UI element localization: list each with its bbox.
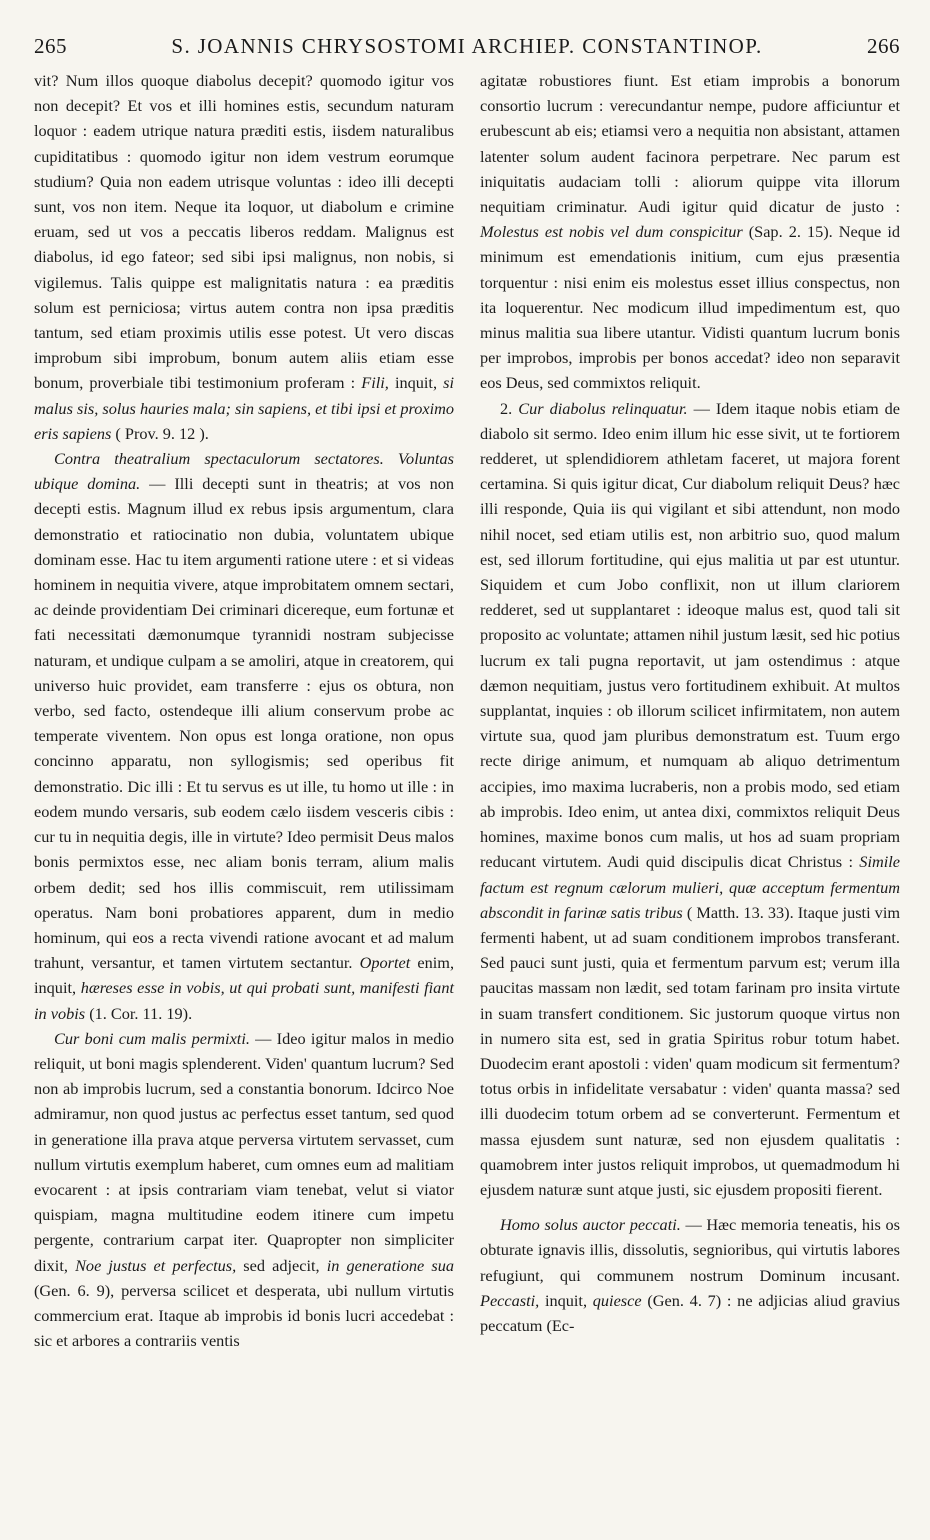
quote: Simile factum est regnum cælorum mulieri, quæ acceptum fermentum abscondit in farinæ satis tribus: [480, 852, 900, 922]
text: enim, inquit,: [34, 953, 455, 998]
citation: (Gen. 6. 9),: [34, 1280, 115, 1300]
text: perversa scilicet et desperata, ubi nullum virtutis commercium erat. Itaque ab improbis id bonis lucri accedebat : sic et arbores a contrariis ventis: [34, 1280, 455, 1351]
text: inquit,: [394, 373, 438, 393]
paragraph: [480, 1212, 900, 1338]
page-number-left: 265: [34, 34, 67, 58]
paragraph: [34, 68, 454, 446]
citation: (Sap. 2. 15).: [748, 222, 833, 242]
running-header: [34, 34, 900, 68]
quote: Molestus est nobis vel dum conspicitur: [480, 222, 743, 242]
running-title: S. JOANNIS CHRYSOSTOMI ARCHIEP. CONSTANTINOP.: [171, 34, 763, 58]
citation: ( Matth. 13. 33).: [686, 902, 794, 922]
page-number-right: 266: [867, 34, 900, 58]
quote: quiesce: [592, 1290, 642, 1310]
left-column: [34, 68, 454, 1353]
quote: in generatione sua: [326, 1255, 454, 1275]
text: — Ideo igitur malos in medio reliquit, ut boni magis splenderent. Viden' quantum lucrum? Sed non ab improbis lucrum, sed a constantia bonorum. Idcirco Noe admiramur, non quod justus ac perfectus esset tantum, sed quod in generatione illa prava atque perversa virtutem servasset, cum nullum virtutis exemplum haberet, cum omnes eum ad malitiam evocarent : at ipsis contrariam viam tenebat, velut si viator quispiam, magna multitudine eodem itinere cum impetu pergente, contrarium carpat iter. Quapropter non simpliciter dixit,: [34, 1028, 455, 1275]
quote: hæreses esse in vobis, ut qui probati sunt, manifesti fiant in vobis: [34, 978, 454, 1023]
citation: (Gen. 4. 7): [647, 1290, 722, 1310]
text-columns: [34, 68, 900, 1353]
quote: Peccasti,: [480, 1290, 540, 1310]
text: Neque id minimum est emendationis initium, cum ejus præsentia torquentur : nisi enim eis molestus esset illius conspectus, non ita loquerentur. Nec modicum illud impedimentum est, quo minus malitia sua libere utantur. Vidisti quantum lucrum bonis per improbos, improbis per bonos accedat? ideo non separavit eos Deus, sed commixtos reliquit.: [480, 222, 901, 393]
text: sed adjecit,: [243, 1255, 320, 1275]
text: agitatæ robustiores fiunt. Est etiam improbis a bonorum consortio lucrum : verecundantur nempe, pudore afficiuntur et erubescunt ab eis; etiamsi vero a nequitia non absistant, attamen latenter solum audent facinora perpetrare. Nec parum est iniquitatis audaciam tolli : aliorum quippe vita illorum nequitiam criminatur. Audi igitur quid dicatur de justo :: [480, 71, 900, 217]
quote: Fili,: [361, 373, 389, 393]
section-heading: Cur diabolus relinquatur.: [518, 398, 688, 418]
text: — Idem itaque nobis etiam de diabolo sit sermo. Ideo enim illum hic esse sivit, ut te fortiorem redderet, ut splendidiorem athletam faceret, ut majora forent certamina. Si quis igitur dicat, Cur diabolum reliquit Deus? hæc illi responde, Quia iis qui vigilant et sibi attendunt, non modo nihil nocet, sed etiam utilis est, non arbitrio suo, quod malum est, sed illorum fortitudine, qui ejus malitia ut par est utuntur. Siquidem et cum Jobo conflixit, non ut illum clariorem redderet, sed ut supplantaret : ideoque malus est, quod tali sit proposito ac voluntate; attamen nihil justum læsit, sed hic potius lucrum ex tali pugna reportavit, ut jam ostendimus : atque dæmon nequitiam, justus vero fortitudinem exhibuit. At multos supplantat, inquies : ob illorum scilicet infirmitatem, non autem virtute sua, quod jam pluribus demonstratum est. Tuum ergo recte dirige animum, et numquam ab aliquo detrimentum accipies, imo maxima lucraberis, non a probis modo, sed etiam ab improbis. Ideo enim, ut antea dixi, commixtos reliquit Deus homines, maxime bonos cum malis, ut hos ad suam propriam reducant virtutem. Audi quid discipulis dicat Christus :: [480, 398, 900, 872]
paragraph: [480, 396, 900, 1203]
quote: si malus sis, solus hauries mala; sin sapiens, et tibi ipsi et proximo eris sapiens: [34, 373, 454, 443]
quote: Noe justus et perfectus,: [75, 1255, 237, 1275]
text: Itaque justi vim fermenti habent, ut ad suam conditionem improbos transferant. Sed pauci sunt justi, quia et fermentum parvum est; verum illa paucitas massam non lædit, sed totam farinam pro insita virtute in suam transfert conditionem. Sic justorum quoque virtus non in numero sita est, sed in gratia Spiritus robur totum habet. Duodecim erant apostoli : viden' quam modicum sit fermentum? totus orbis in infidelitate versabatur : viden' quanta massa? sed illi duodecim totum orbem ad se converterunt. Fermentum et massa ejusdem sunt naturæ, sed non ejusdem qualitatis : quamobrem inter justos reliquit improbos, ut quemadmodum hi ejusdem naturæ sunt atque justi, sic ejusdem propositi fierent.: [480, 902, 901, 1199]
text: vit? Num illos quoque diabolus decepit? quomodo igitur vos non decepit? Et vos et illi homines estis, secundum naturam loquor : eadem utrique natura præditi estis, iisdem naturalibus cupiditatibus : quomodo igitur non idem vestrum eorumque studium? Quia non eadem utrisque voluntas : ideo illi decepti sunt, vos non item. Neque ita loquor, ut diabolum e crimine eruam, sed ut vos a peccatis liberos reddam. Malignus est diabolus, id ego fateor; sed sibi ipsi malignus, non nobis, si vigilemus. Talis quippe est malignitatis natura : ea præditis solum est perniciosa; virtus autem contra non ipsa præditis tantum, sed etiam proximis utilis esse potest. Ut vero discas improbum sibi improbum, bonum autem aliis etiam esse bonum, proverbiale tibi testimonium proferam :: [34, 71, 454, 393]
section-heading: Cur boni cum malis permixti.: [54, 1028, 250, 1048]
quote: Oportet: [359, 953, 411, 973]
citation: ( Prov. 9. 12 ).: [115, 423, 209, 443]
citation: (1. Cor. 11. 19).: [89, 1003, 193, 1023]
section-number: 2.: [500, 398, 513, 418]
right-column: [480, 68, 900, 1353]
paragraph: [34, 1026, 454, 1354]
text: : ne adjicias aliud gravius peccatum (Ec-: [480, 1290, 900, 1335]
text: inquit,: [544, 1290, 588, 1310]
section-heading: Homo solus auctor peccati.: [500, 1215, 681, 1235]
section-heading: Contra theatralium spectaculorum sectatores. Voluntas ubique domina.: [34, 449, 454, 494]
text: — Illi decepti sunt in theatris; at vos non decepti estis. Magnum illud ex rebus ipsis argumentum, clara demonstratio et ratiocinatio non dubia, voluntatem ubique dominam esse. Hac tu item argumenti ratione utere : et si videas hominem in nequitia vivere, atque improbitatem omnem sectari, ac deinde providentiam Dei criminari dicereque, eum fortunæ et fati necessitati dæmonumque tyrannidi nostram subjecisse naturam, et undique culpam a se amoliri, atque in creatorem, qui universo huic providet, eam transferre : ejus os obtura, non verbo, sed facto, ostendeque illi alium conservum probe ac temperate viventem. Non opus est longa oratione, non opus concinno apparatu, non syllogismis; sed operibus fit demonstratio. Dic illi : Et tu servus es ut ille, tu homo ut ille : in eodem mundo versaris, sub eodem cælo iisdem vesceris cibis : cur tu in nequitia degis, ille in virtute? Ideo permisit Deus malos bonis permixtos esse, nec aliam bonis terram, alium malis orbem dedit; sed hos illis commiscuit, rem utilissimam operatus. Nam boni probatiores apparent, dum in medio hominum, qui eos a recta vivendi ratione avocant et ad malum trahunt, versantur, et tamen virtutem sectantur.: [34, 474, 454, 973]
paragraph: [34, 446, 454, 1026]
paragraph: [480, 68, 900, 396]
text: — Hæc memoria teneatis, his os obturate ignavis illis, dissolutis, segnioribus, qui virtutis labores refugiunt, qui communem nostrum Dominum incusant.: [480, 1215, 900, 1285]
